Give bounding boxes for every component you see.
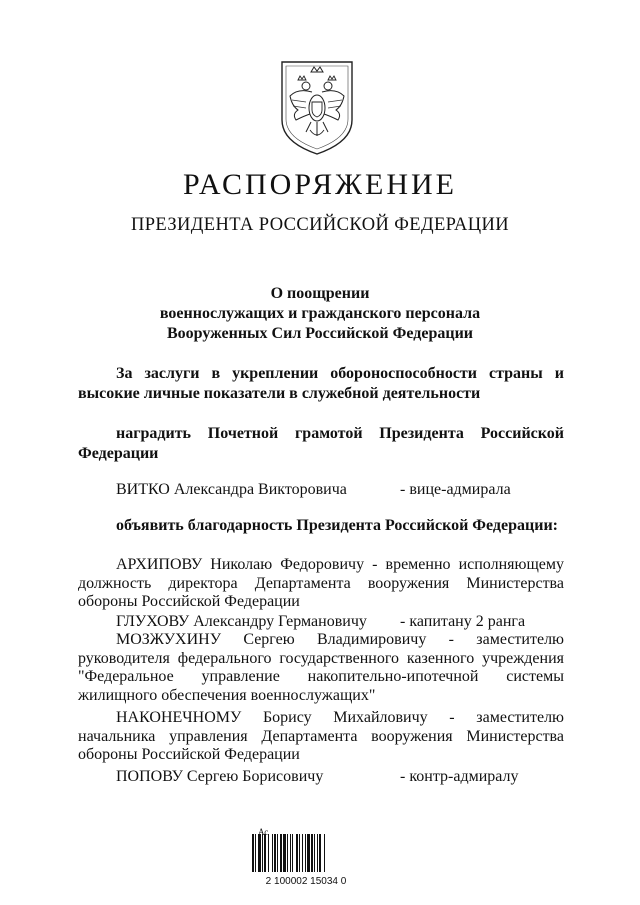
barcode-bar: [292, 834, 293, 872]
barcode-bar: [258, 834, 261, 872]
barcode-bar: [280, 834, 282, 872]
barcode-bar: [274, 834, 276, 872]
document-title: РАСПОРЯЖЕНИЕ: [182, 168, 458, 201]
barcode: [248, 827, 364, 887]
barcode-bar: [264, 834, 266, 872]
barcode-bar: [268, 834, 269, 872]
award-intro-paragraph: наградить Почетной грамотой Президента Российской Федерации: [78, 425, 564, 462]
preamble-paragraph: За заслуги в укреплении обороноспособности страны и высокие личные показатели в служебной деятельности: [78, 365, 564, 402]
recipient-name: ВИТКО Александра Викторовича: [116, 481, 347, 498]
barcode-bar: [302, 834, 303, 872]
thanks-intro-paragraph: объявить благодарность Президента Российской Федерации:: [116, 517, 558, 534]
barcode-bar: [296, 834, 298, 872]
recipient-paragraph: НАКОНЕЧНОМУ Борису Михайловичу - заместителю начальника управления Департамента вооружения Министерства обороны Российской Федерации: [78, 709, 564, 763]
barcode-bar: [272, 834, 273, 872]
barcode-bar: [255, 834, 256, 872]
barcode-bar: [290, 834, 291, 872]
barcode-bar: [283, 834, 286, 872]
document-subject: [0, 284, 640, 344]
recipient-rank: - контр-адмиралу: [400, 768, 519, 785]
barcode-bar: [252, 834, 254, 872]
recipient-name: ПОПОВУ Сергею Борисовичу: [116, 768, 324, 785]
barcode-bar: [311, 834, 313, 872]
recipient-rank: - вице-адмирала: [400, 481, 511, 498]
subject-line: военнослужащих и гражданского персонала: [159, 305, 481, 322]
barcode-bar: [314, 834, 315, 872]
barcode-bar: [262, 834, 263, 872]
barcode-bar: [317, 834, 318, 872]
subject-line: Вооруженных Сил Российской Федерации: [166, 325, 474, 342]
coat-of-arms-icon: [276, 58, 358, 156]
document-subtitle: ПРЕЗИДЕНТА РОССИЙСКОЙ ФЕДЕРАЦИИ: [130, 215, 510, 235]
barcode-bar: [299, 834, 300, 872]
recipient-name: ГЛУХОВУ Александру Германовичу: [116, 613, 367, 630]
recipient-paragraph: МОЗЖУХИНУ Сергею Владимировичу - заместителю руководителя федерального государственного казенного учреждения "Федеральное управление накопительно-ипотечной системы жилищного обеспечения военнослужащих": [78, 631, 564, 704]
barcode-bars-icon: [248, 834, 364, 874]
barcode-bar: [277, 834, 278, 872]
recipient-rank: - капитану 2 ранга: [400, 613, 526, 630]
barcode-bar: [307, 834, 310, 872]
barcode-bar: [305, 834, 306, 872]
barcode-bar: [319, 834, 321, 872]
subject-line: О поощрении: [270, 285, 370, 302]
barcode-bar: [287, 834, 288, 872]
barcode-number: 2 100002 15034 0: [265, 876, 347, 887]
recipient-paragraph: АРХИПОВУ Николаю Федоровичу - временно исполняющему должность директора Департамента вооружения Министерства обороны Российской Федерации: [78, 556, 564, 610]
barcode-mark: Ас: [258, 827, 269, 837]
barcode-bar: [324, 834, 325, 872]
